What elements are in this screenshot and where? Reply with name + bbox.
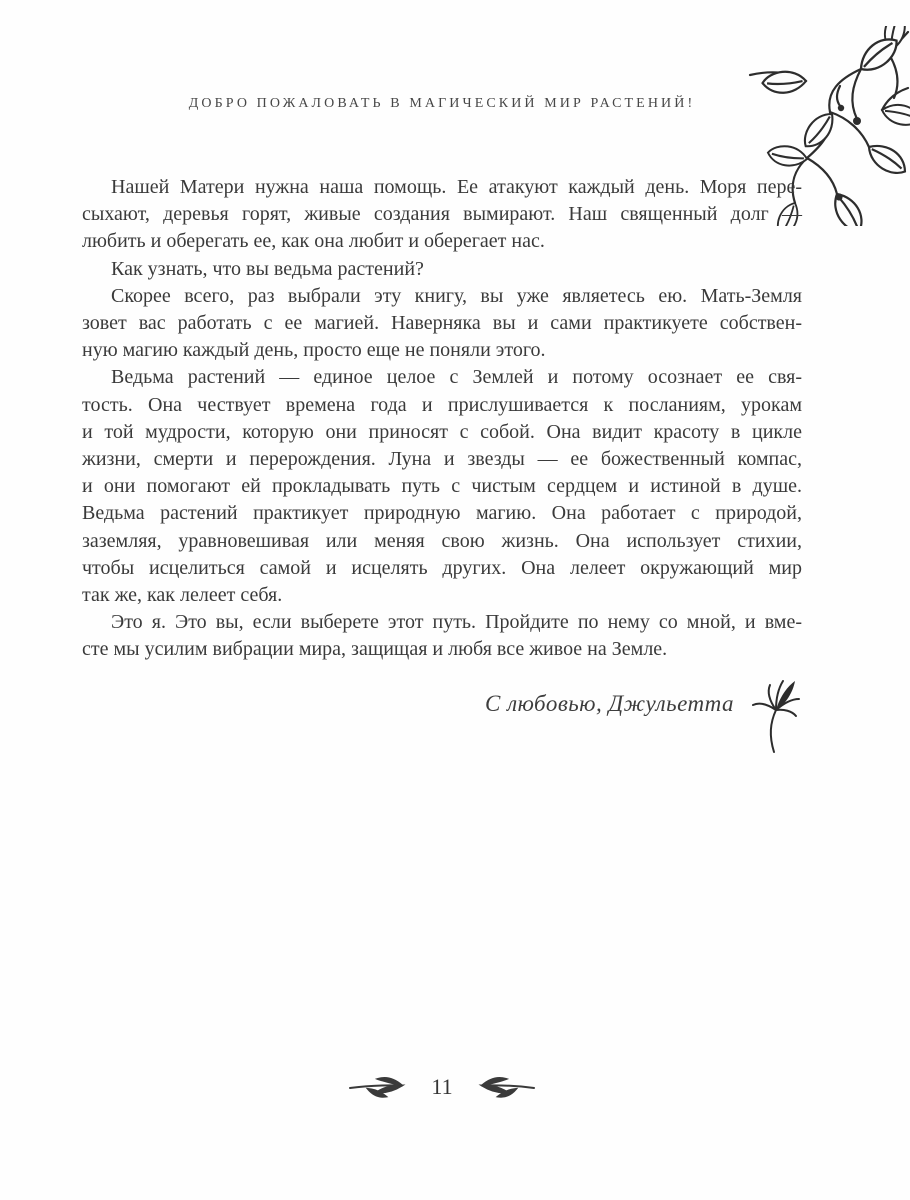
signature-row	[82, 668, 802, 754]
paragraph	[82, 283, 802, 365]
text-line: сте мы усилим вибрации мира, защищая и любя все живое на Земле.	[82, 638, 668, 661]
footer	[82, 1074, 802, 1100]
text-line: Ведьма растений — единое целое с Землей и потому осознает ее свя-	[111, 366, 802, 389]
text-line: любить и оберегать ее, как она любит и оберегает нас.	[82, 230, 545, 253]
text-line: так же, как лелеет себя.	[82, 584, 283, 607]
text-line: и они помогают ей прокладывать путь с чистым сердцем и истиной в душе.	[82, 475, 802, 498]
signature: С любовью, Джульетта	[485, 691, 734, 716]
signature-sprig-icon	[750, 674, 802, 754]
leaf-arrow-left-icon	[348, 1074, 414, 1100]
text-line: Ведьма растений практикует природную магию. Она работает с природой,	[82, 502, 802, 525]
text-line: сыхают, деревья горят, живые создания вымирают. Наш священный долг —	[82, 203, 802, 226]
text-line: и той мудрости, которую они приносят с собой. Она видит красоту в цикле	[82, 420, 802, 443]
paragraph	[82, 364, 802, 609]
page-title: ДОБРО ПОЖАЛОВАТЬ В МАГИЧЕСКИЙ МИР РАСТЕНИЙ!	[188, 96, 696, 111]
page-number: 11	[431, 1074, 453, 1099]
text-line: чтобы исцелиться самой и исцелять других. Она лелеет окружающий мир	[82, 556, 802, 579]
text-line: Это я. Это вы, если выберете этот путь. Пройдите по нему со мной, и вме-	[111, 611, 802, 634]
text-line: зовет вас работать с ее магией. Наверняка вы и сами практикуете собствен-	[82, 312, 802, 335]
text-line: заземляя, уравновешивая или меняя свою жизнь. Она использует стихии,	[82, 529, 802, 552]
text-line: ную магию каждый день, просто еще не поняли этого.	[82, 339, 546, 362]
text-line: Скорее всего, раз выбрали эту книгу, вы уже являетесь ею. Мать-Земля	[111, 284, 802, 307]
body-text	[82, 174, 802, 664]
paragraph	[82, 256, 802, 283]
paragraph	[82, 174, 802, 256]
text-line: тость. Она чествует времена года и прислушивается к посланиям, урокам	[82, 393, 802, 416]
text-line: Как узнать, что вы ведьма растений?	[111, 257, 424, 280]
leaf-arrow-right-icon	[470, 1074, 536, 1100]
text-line: Нашей Матери нужна наша помощь. Ее атакуют каждый день. Моря пере-	[111, 176, 802, 198]
paragraph	[82, 609, 802, 663]
text-line: жизни, смерти и перерождения. Луна и звезды — ее божественный компас,	[82, 448, 802, 471]
